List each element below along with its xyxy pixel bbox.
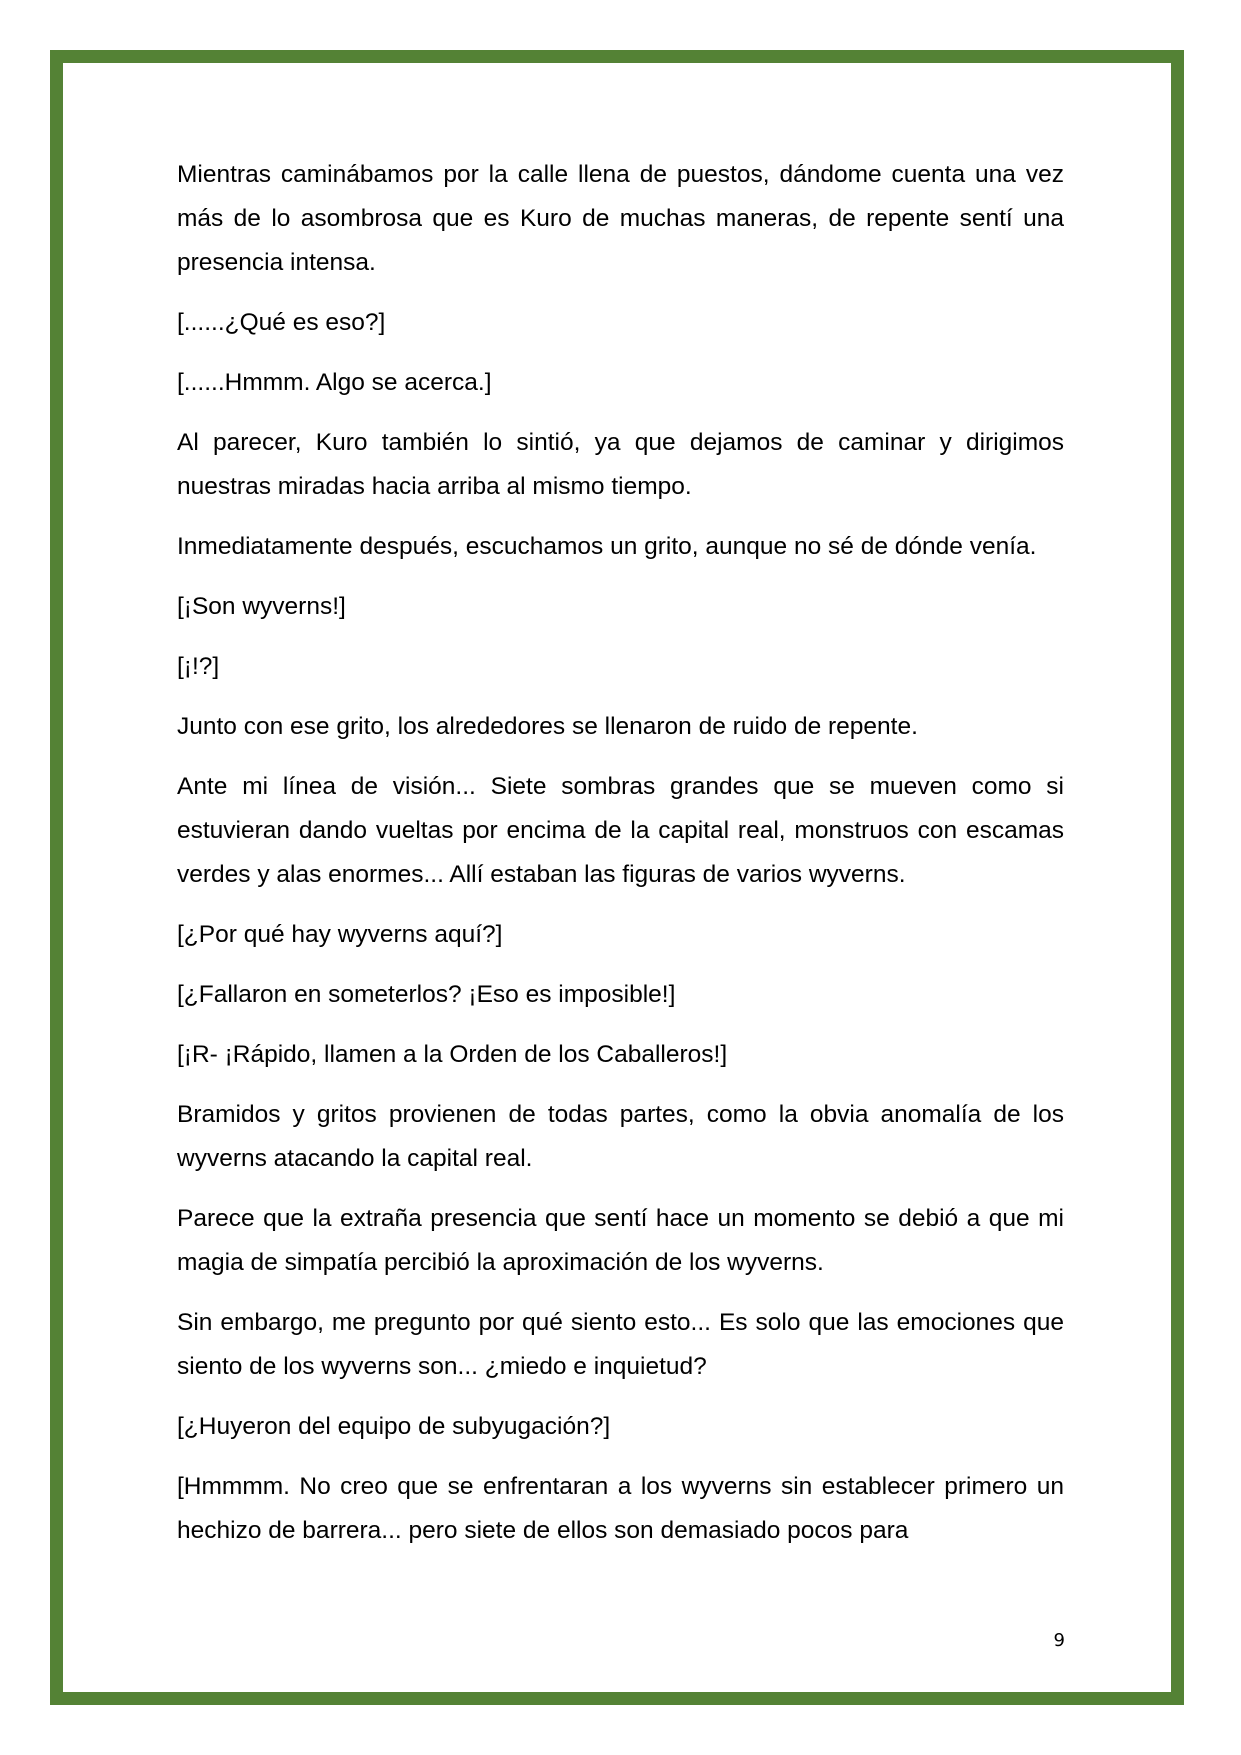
page-number: 9 — [1053, 1630, 1065, 1651]
paragraph: Inmediatamente después, escuchamos un grito, aunque no sé de dónde venía. — [177, 533, 1037, 560]
paragraph: [¡Son wyverns!] — [177, 593, 346, 620]
paragraph: [¿Por qué hay wyverns aquí?] — [177, 921, 503, 948]
paragraph: Bramidos y gritos provienen de todas partes, como la obvia anomalía de los wyverns atacando la capital real. — [177, 1101, 1064, 1172]
paragraph: [......¿Qué es eso?] — [177, 309, 386, 336]
paragraph: Junto con ese grito, los alrededores se llenaron de ruido de repente. — [177, 713, 918, 740]
paragraph: Parece que la extraña presencia que sentí hace un momento se debió a que mi magia de simpatía percibió la aproximación de los wyverns. — [177, 1205, 1064, 1276]
paragraph: [¡!?] — [177, 653, 220, 680]
paragraph: [¡R- ¡Rápido, llamen a la Orden de los Caballeros!] — [177, 1041, 728, 1068]
paragraph: Al parecer, Kuro también lo sintió, ya que dejamos de caminar y dirigimos nuestras miradas hacia arriba al mismo tiempo. — [177, 429, 1064, 500]
paragraph: [Hmmmm. No creo que se enfrentaran a los wyverns sin establecer primero un hechizo de barrera... pero siete de ellos son demasiado pocos para — [177, 1473, 1064, 1544]
paragraph: [......Hmmm. Algo se acerca.] — [177, 369, 492, 396]
paragraph: Ante mi línea de visión... Siete sombras grandes que se mueven como si estuvieran dando vueltas por encima de la capital real, monstruos con escamas verdes y alas enormes... Allí estaban las figuras de varios wyverns. — [177, 773, 1064, 888]
paragraph: Sin embargo, me pregunto por qué siento esto... Es solo que las emociones que siento de los wyverns son... ¿miedo e inquietud? — [177, 1309, 1064, 1380]
document-body — [177, 153, 1064, 1569]
paragraph: [¿Fallaron en someterlos? ¡Eso es imposible!] — [177, 981, 676, 1008]
paragraph: [¿Huyeron del equipo de subyugación?] — [177, 1413, 611, 1440]
paragraph: Mientras caminábamos por la calle llena de puestos, dándome cuenta una vez más de lo asombrosa que es Kuro de muchas maneras, de repente sentí una presencia intensa. — [177, 161, 1064, 276]
